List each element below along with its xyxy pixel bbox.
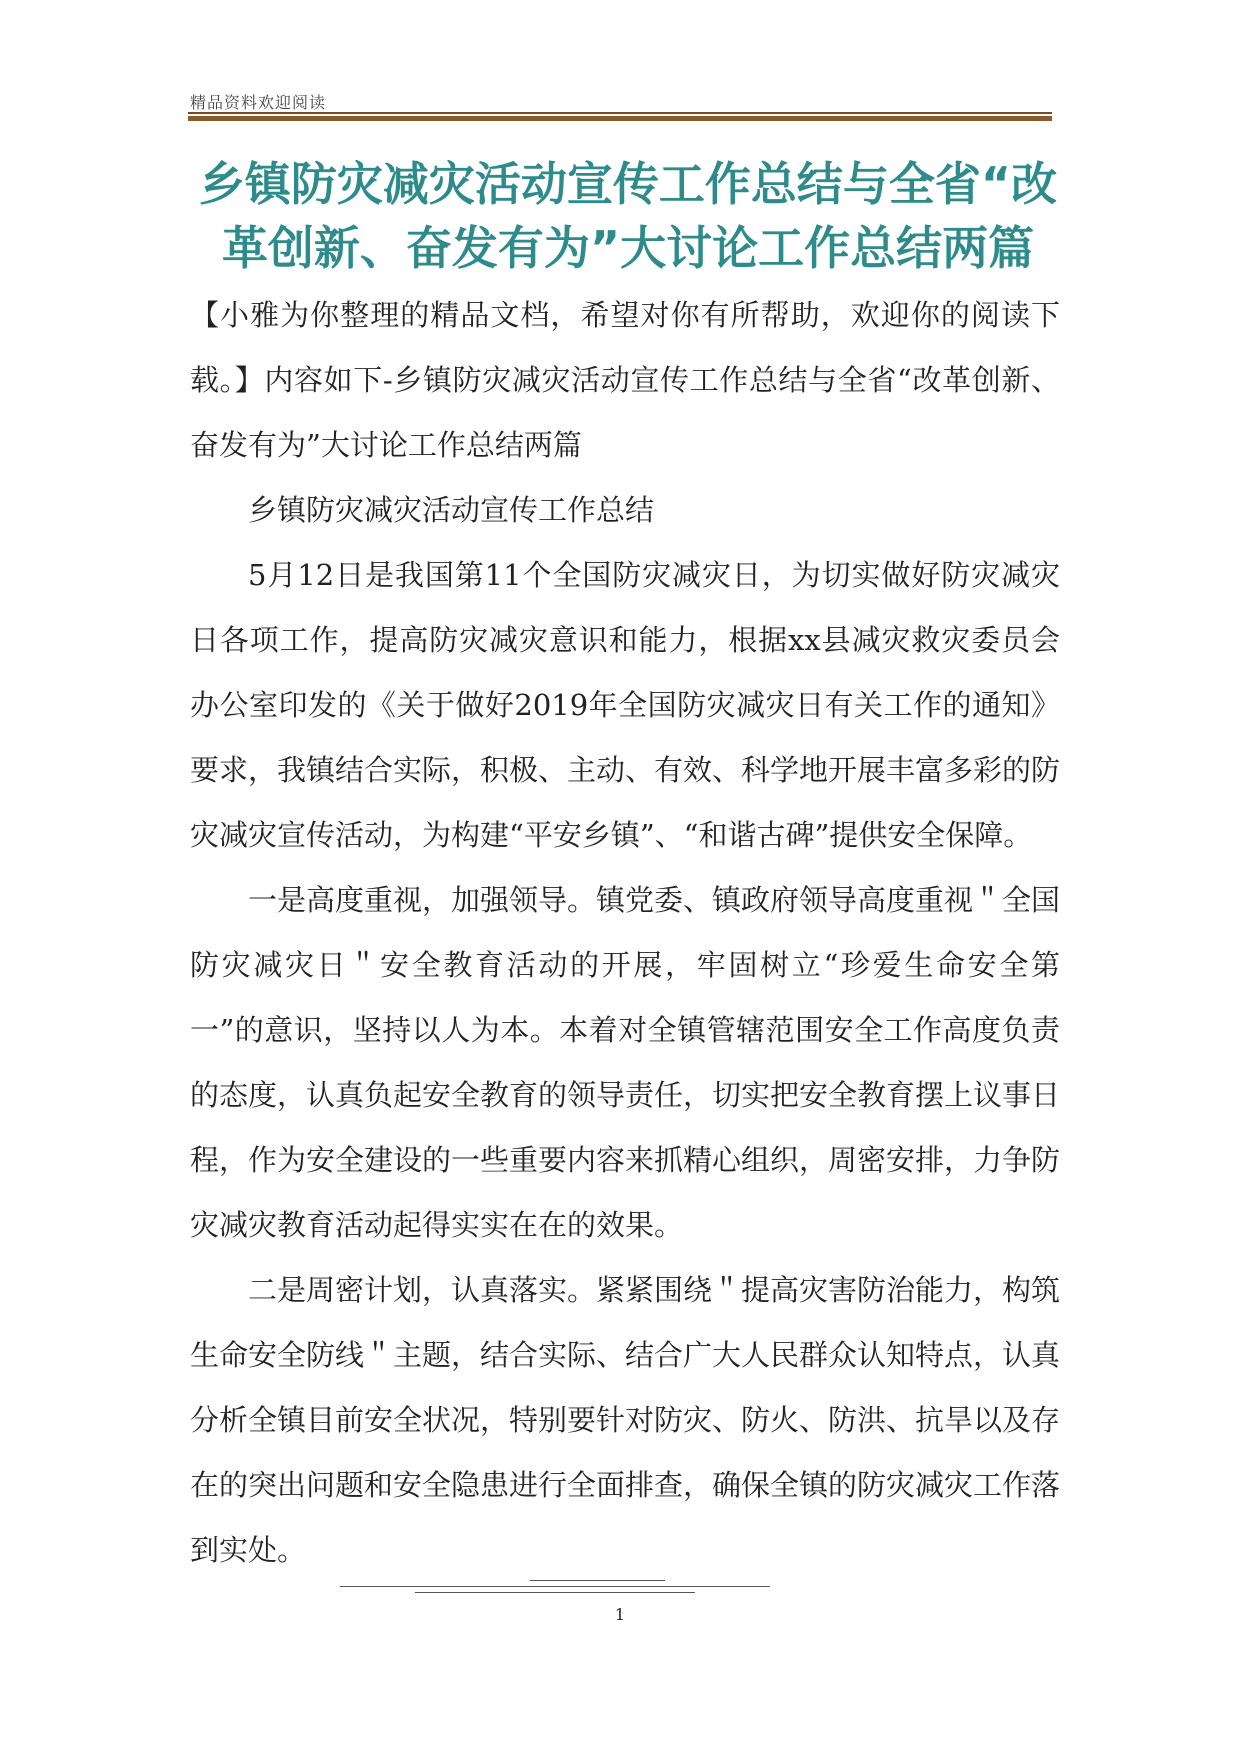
footer-divider-lower (415, 1592, 695, 1593)
footer-divider-short (530, 1580, 665, 1581)
page-header-text: 精品资料欢迎阅读 (190, 93, 327, 112)
page-number: 1 (614, 1605, 626, 1624)
body-paragraph: 5月12日是我国第11个全国防灾减灾日，为切实做好防灾减灾日各项工作，提高防灾减灾意识和能力，根据xx县减灾救灾委员会办公室印发的《关于做好2019年全国防灾减灾日有关工作的通知》要求，我镇结合实际，积极、主动、有效、科学地开展丰富多彩的防灾减灾宣传活动，为构建“平安乡镇”、“和谐古碑”提供安全保障。 (190, 558, 1061, 852)
header-divider-thick (188, 116, 1052, 121)
document-body (190, 283, 1060, 1583)
body-paragraph: 二是周密计划，认真落实。紧紧围绕＂提高灾害防治能力，构筑生命安全防线＂主题，结合实际、结合广大人民群众认知特点，认真分析全镇目前安全状况，特别要针对防灾、防火、防洪、抗旱以及存在的突出问题和安全隐患进行全面排查，确保全镇的防灾减灾工作落到实处。 (190, 1273, 1061, 1567)
section-heading: 乡镇防灾减灾活动宣传工作总结 (248, 493, 655, 527)
document-title: 乡镇防灾减灾活动宣传工作总结与全省“改革创新、奋发有为”大讨论工作总结两篇 (198, 157, 1058, 275)
body-paragraph: 一是高度重视，加强领导。镇党委、镇政府领导高度重视＂全国防灾减灾日＂安全教育活动的开展，牢固树立“珍爱生命安全第一”的意识，坚持以人为本。本着对全镇管辖范围安全工作高度负责的态度，认真负起安全教育的领导责任，切实把安全教育摆上议事日程，作为安全建设的一些重要内容来抓精心组织，周密安排，力争防灾减灾教育活动起得实实在在的效果。 (190, 883, 1061, 1242)
footer-divider (340, 1586, 770, 1587)
header-divider-thin (188, 112, 1052, 114)
intro-paragraph: 【小雅为你整理的精品文档，希望对你有所帮助，欢迎你的阅读下载。】内容如下-乡镇防灾减灾活动宣传工作总结与全省“改革创新、奋发有为”大讨论工作总结两篇 (190, 298, 1060, 462)
